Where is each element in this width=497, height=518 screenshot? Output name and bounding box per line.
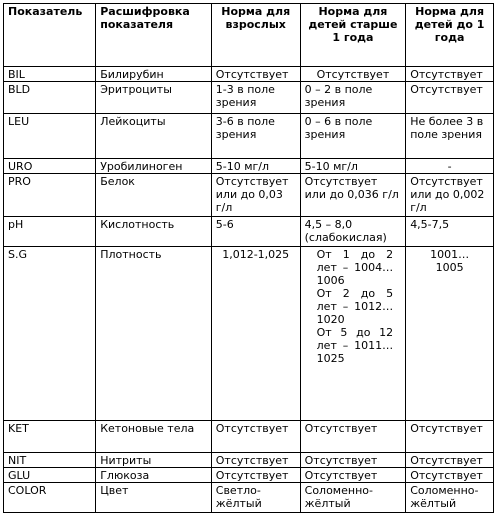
row-norm-child-under-1: 4,5-7,5 bbox=[406, 217, 494, 247]
row-norm-adult: Отсутствует или до 0,03 г/л bbox=[211, 174, 300, 217]
row-code: COLOR bbox=[4, 483, 96, 513]
row-norm-adult: Отсутствует bbox=[211, 453, 300, 468]
row-norm-child-under-1: Не более 3 в поле зрения bbox=[406, 114, 494, 159]
density-age-5-12: От 5 до 12 лет – 1011… 1025 bbox=[316, 326, 394, 365]
row-code: KET bbox=[4, 421, 96, 453]
table-row bbox=[4, 159, 494, 174]
table-row bbox=[4, 483, 494, 513]
row-norm-child-under-1: - bbox=[406, 159, 494, 174]
table-row bbox=[4, 247, 494, 421]
row-name: Белок bbox=[96, 174, 212, 217]
row-norm-child-over-1: Отсутствует bbox=[300, 67, 406, 82]
row-norm-child-over-1 bbox=[300, 247, 406, 421]
row-norm-child-over-1: Отсутствует bbox=[300, 453, 406, 468]
row-code: PRO bbox=[4, 174, 96, 217]
header-norm-children-over-1: Норма для детей старше 1 года bbox=[300, 4, 406, 67]
header-norm-adults: Норма для взрослых bbox=[211, 4, 300, 67]
row-norm-child-under-1: Отсутствует bbox=[406, 468, 494, 483]
row-norm-child-under-1: Отсутствует bbox=[406, 67, 494, 82]
urine-norms-document bbox=[3, 3, 494, 515]
row-code: NIT bbox=[4, 453, 96, 468]
row-norm-child-under-1: 1001…1005 bbox=[406, 247, 494, 421]
row-code: BIL bbox=[4, 67, 96, 82]
row-norm-child-under-1: Соломенно-жёлтый bbox=[406, 483, 494, 513]
row-name: Эритроциты bbox=[96, 82, 212, 114]
row-code: LEU bbox=[4, 114, 96, 159]
row-code: BLD bbox=[4, 82, 96, 114]
table-row bbox=[4, 67, 494, 82]
row-norm-child-under-1: Отсутствует bbox=[406, 82, 494, 114]
row-name: Плотность bbox=[96, 247, 212, 421]
row-name: Билирубин bbox=[96, 67, 212, 82]
row-name: Уробилиноген bbox=[96, 159, 212, 174]
row-norm-adult: Отсутствует bbox=[211, 67, 300, 82]
table-header-row bbox=[4, 4, 494, 67]
header-decoding: Расшифровка показателя bbox=[96, 4, 212, 67]
table-row bbox=[4, 468, 494, 483]
row-norm-adult: Отсутствует bbox=[211, 468, 300, 483]
row-norm-child-over-1: Отсутствует или до 0,036 г/л bbox=[300, 174, 406, 217]
row-norm-child-over-1: Отсутствует bbox=[300, 468, 406, 483]
header-norm-children-under-1: Норма для детей до 1 года bbox=[406, 4, 494, 67]
row-norm-adult: 1-3 в поле зрения bbox=[211, 82, 300, 114]
table-row bbox=[4, 114, 494, 159]
row-name: Кислотность bbox=[96, 217, 212, 247]
row-norm-child-over-1: 0 – 6 в поле зрения bbox=[300, 114, 406, 159]
row-norm-child-over-1: 4,5 – 8,0 (слабокислая) bbox=[300, 217, 406, 247]
urine-norms-table bbox=[3, 3, 494, 513]
row-norm-child-over-1: 0 – 2 в поле зрения bbox=[300, 82, 406, 114]
density-age-2-5: От 2 до 5 лет – 1012… 1020 bbox=[316, 287, 394, 326]
row-norm-adult: Светло-жёлтый bbox=[211, 483, 300, 513]
row-name: Кетоновые тела bbox=[96, 421, 212, 453]
table-row bbox=[4, 453, 494, 468]
row-norm-child-under-1: Отсутствует bbox=[406, 453, 494, 468]
row-norm-adult: 1,012-1,025 bbox=[211, 247, 300, 421]
table-row bbox=[4, 174, 494, 217]
row-code: pH bbox=[4, 217, 96, 247]
row-norm-child-under-1: Отсутствует или до 0,002 г/л bbox=[406, 174, 494, 217]
row-name: Глюкоза bbox=[96, 468, 212, 483]
row-norm-adult: 3-6 в поле зрения bbox=[211, 114, 300, 159]
table-row bbox=[4, 217, 494, 247]
row-code: S.G bbox=[4, 247, 96, 421]
table-row bbox=[4, 421, 494, 453]
row-name: Лейкоциты bbox=[96, 114, 212, 159]
row-norm-child-over-1: 5-10 мг/л bbox=[300, 159, 406, 174]
row-norm-adult: Отсутствует bbox=[211, 421, 300, 453]
row-norm-adult: 5-6 bbox=[211, 217, 300, 247]
row-code: URO bbox=[4, 159, 96, 174]
row-code: GLU bbox=[4, 468, 96, 483]
row-norm-adult: 5-10 мг/л bbox=[211, 159, 300, 174]
row-norm-child-over-1: Отсутствует bbox=[300, 421, 406, 453]
row-norm-child-under-1: Отсутствует bbox=[406, 421, 494, 453]
density-age-1-2: От 1 до 2 лет – 1004…1006 bbox=[316, 248, 394, 287]
header-indicator: Показатель bbox=[4, 4, 96, 67]
row-name: Цвет bbox=[96, 483, 212, 513]
table-row bbox=[4, 82, 494, 114]
row-norm-child-over-1: Соломенно-жёлтый bbox=[300, 483, 406, 513]
row-name: Нитриты bbox=[96, 453, 212, 468]
